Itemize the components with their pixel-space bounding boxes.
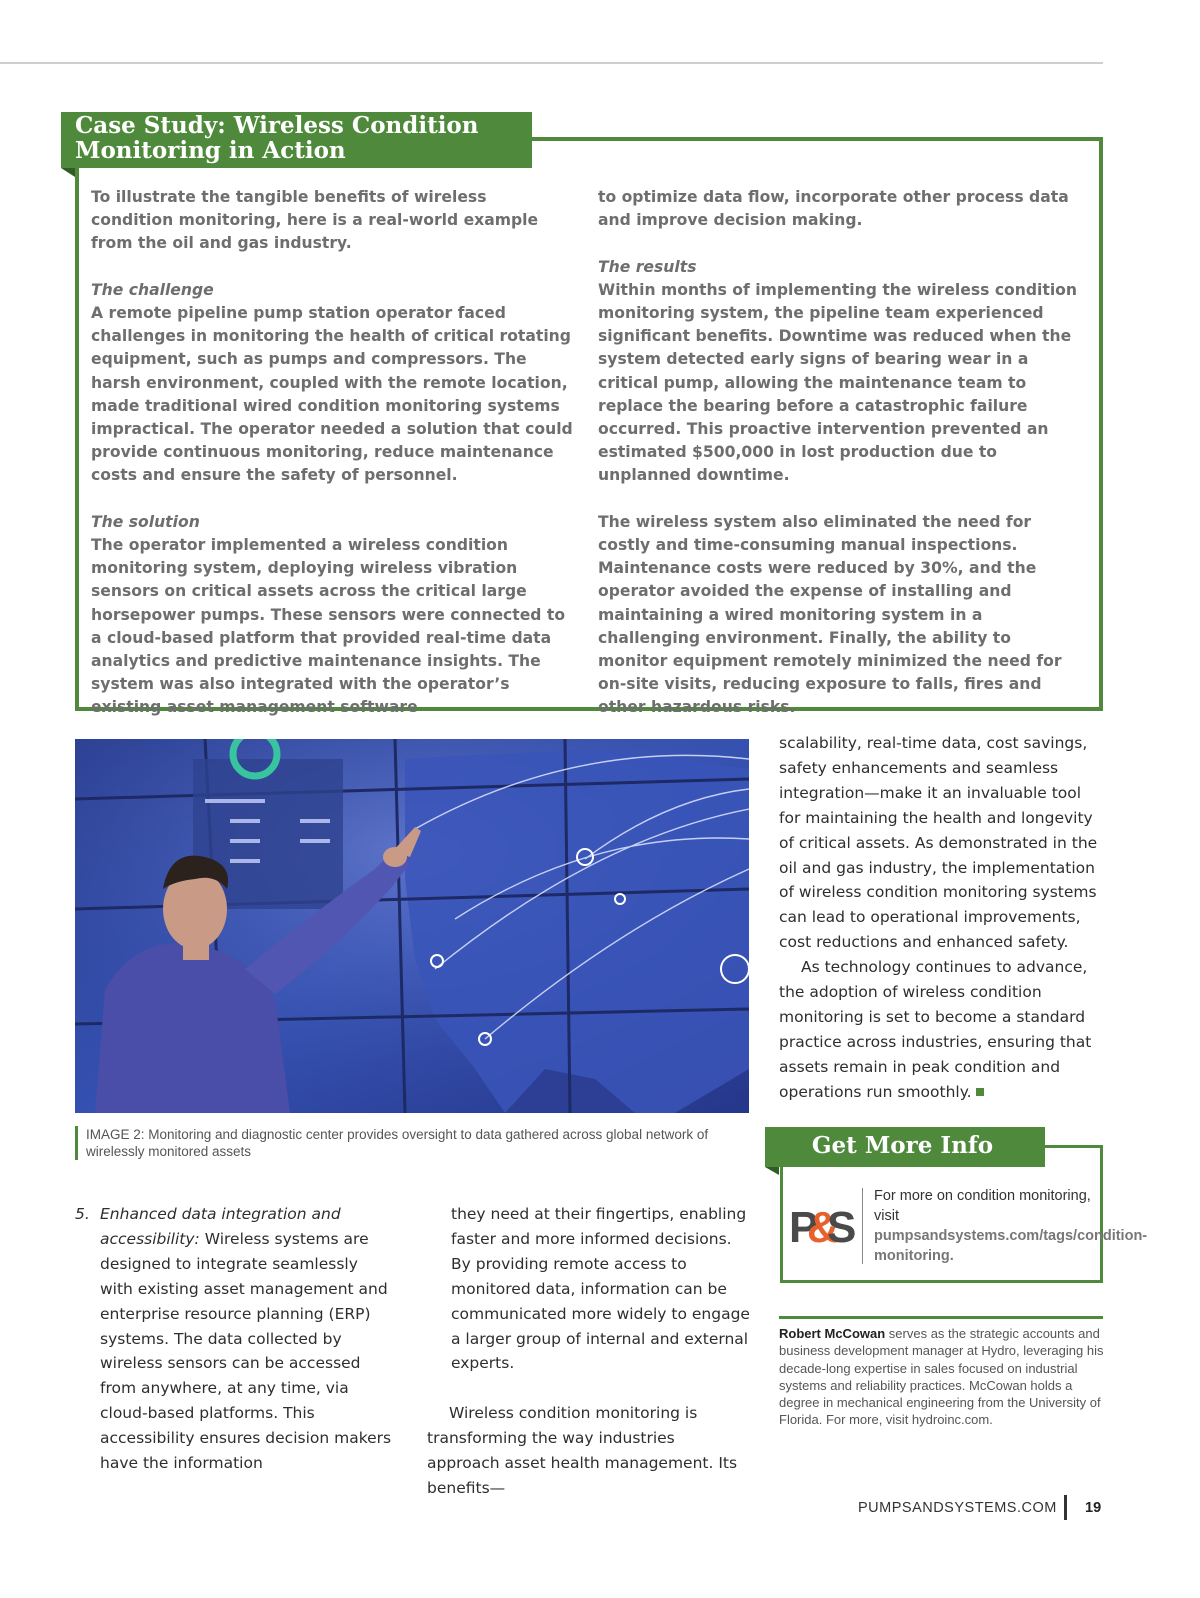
challenge-heading: The challenge <box>91 280 214 299</box>
get-more-info-title: Get More Info <box>811 1132 994 1159</box>
end-of-article-mark <box>976 1088 984 1096</box>
svg-text:P: P <box>789 1203 813 1252</box>
results-text-2: The wireless system also eliminated the need for costly and time-consuming manual inspections. Maintenance costs were reduced by 30%, and the operator avoided the expense of installing and maintaining a wired monitoring system in a challenging environment. Finally, the ability to monitor equipment remotely minimized the need for on-site visits, reducing exposure to falls, fires and other hazardous risks. <box>598 512 1062 717</box>
case-study-right-column <box>598 186 1078 743</box>
article-paragraph: scalability, real-time data, cost savings, safety enhancements and seamless integration—make it an invaluable tool for maintaining the health and longevity of critical assets. As demonstrated in the oil and gas industry, the implementation of wireless condition monitoring systems can lead to operational improvements, cost reductions and enhanced safety. <box>779 734 1098 952</box>
list-number: 5. <box>75 1205 90 1223</box>
get-more-info-notch <box>765 1167 779 1175</box>
results-section <box>598 256 1078 488</box>
results-text: Within months of implementing the wireless condition monitoring system, the pipeline team experienced significant benefits. Downtime was reduced when the system detected early signs of bearing wear in a critical pump, allowing the maintenance team to replace the bearing before a catastrophic failure occurred. This proactive intervention prevented an estimated $500,000 in lost production due to unplanned downtime. <box>598 280 1077 485</box>
article-paragraph-conclusion <box>779 955 1104 1104</box>
pumps-and-systems-logo-icon <box>789 1196 857 1258</box>
info-divider <box>862 1188 863 1264</box>
paragraph-spacer <box>427 1376 752 1401</box>
case-study-title-notch <box>61 168 75 177</box>
info-link[interactable]: pumpsandsystems.com/tags/condition-monitoring. <box>874 1228 1148 1264</box>
list-item-heading: Enhanced data integration and accessibility: <box>100 1205 341 1248</box>
svg-text:S: S <box>827 1203 857 1252</box>
solution-section <box>91 511 573 720</box>
case-study-intro: To illustrate the tangible benefits of wireless condition monitoring, here is a real-world example from the oil and gas industry. <box>91 188 539 253</box>
bio-rule <box>779 1316 1103 1319</box>
author-name: Robert McCowan <box>779 1326 886 1341</box>
svg-text:&: & <box>807 1203 833 1252</box>
get-more-info-text <box>874 1186 1148 1266</box>
case-study-left-column <box>91 186 573 743</box>
article-right-column <box>779 731 1104 1105</box>
footer-site-name: PUMPSANDSYSTEMS.COM <box>858 1500 1057 1516</box>
challenge-text: A remote pipeline pump station operator faced challenges in monitoring the health of critical rotating equipment, such as pumps and compressors. The harsh environment, coupled with the remote location, made traditional wired condition monitoring systems impractical. The operator needed a solution that could provide continuous monitoring, reduce maintenance costs and ensure the safety of personnel. <box>91 304 573 485</box>
solution-heading: The solution <box>91 512 200 531</box>
page-number: 19 <box>1085 1500 1102 1516</box>
conclusion-text: As technology continues to advance, the adoption of wireless condition monitoring is set to become a standard practice across industries, ensuring that assets remain in peak condition and operations run smoothly. <box>779 958 1092 1101</box>
list-item <box>100 1202 395 1476</box>
solution-text: The operator implemented a wireless condition monitoring system, deploying wireless vibration sensors on critical assets across the critical large horsepower pumps. These sensors were connected to a cloud-based platform that provided real-time data analytics and predictive maintenance insights. The system was also integrated with the operator’s existing asset management software <box>91 536 566 717</box>
article-paragraph: Wireless condition monitoring is transforming the way industries approach asset health management. Its benefits— <box>427 1404 738 1497</box>
article-middle-column <box>427 1202 752 1501</box>
list-item-text: Wireless systems are designed to integrate seamlessly with existing asset management and enterprise resource planning (ERP) systems. The data collected by wireless sensors can be accessed from anywhere, at any time, via cloud-based platforms. This accessibility ensures decision makers have the information <box>100 1229 392 1473</box>
author-bio <box>779 1325 1105 1429</box>
info-description: For more on condition monitoring, visit <box>874 1188 1091 1224</box>
challenge-section <box>91 279 573 488</box>
author-bio-text: serves as the strategic accounts and business development manager at Hydro, leveraging his decade-long expertise in sales focused on industrial systems and reliability practices. McCowan holds a degree in mechanical engineering from the University of Florida. For more, visit hydroinc.com. <box>779 1326 1104 1428</box>
solution-continued: to optimize data flow, incorporate other process data and improve decision making. <box>598 188 1069 230</box>
article-list-column <box>75 1202 395 1476</box>
results-heading: The results <box>598 257 697 276</box>
case-study-title: Case Study: Wireless Condition Monitoring in Action <box>75 112 479 164</box>
top-rule <box>0 62 1103 64</box>
monitoring-center-photo <box>75 739 749 1113</box>
article-paragraph: they need at their fingertips, enabling faster and more informed decisions. By providing remote access to monitored data, information can be communicated more widely to engage a larger group of internal and external experts. <box>451 1205 750 1373</box>
footer-divider <box>1064 1495 1067 1520</box>
image-caption: IMAGE 2: Monitoring and diagnostic center provides oversight to data gathered across global network of wirelessly monitored assets <box>75 1126 746 1160</box>
